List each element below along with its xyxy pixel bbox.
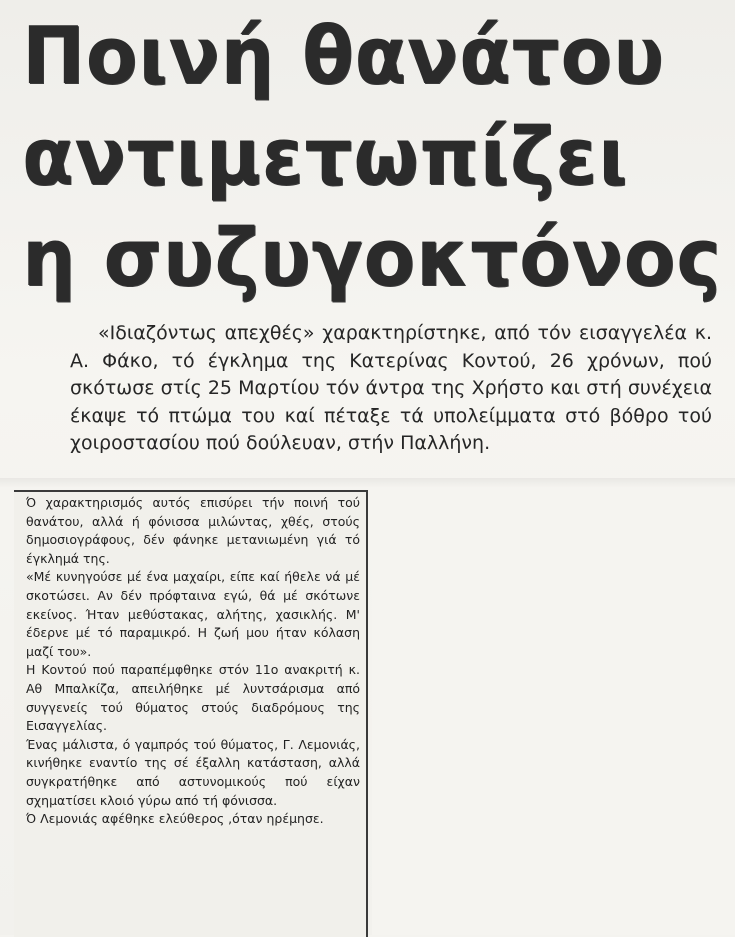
headline-line-2: αντιμετωπίζει xyxy=(22,111,629,203)
body-paragraph-3: Η Κοντού πού παραπέμφθηκε στόν 11ο ανακριτή κ. Αθ Μπαλκίζα, απειλήθηκε μέ λυντσάρισμα από συγγενείς τού θύματος στούς διαδρόμους της Εισαγγελίας. xyxy=(26,662,360,734)
blank-paper-area xyxy=(372,490,735,935)
headline-line-3: η συζυγοκτόνος xyxy=(22,212,722,304)
body-paragraph-1: Ό χαρακτηρισμός αυτός επισύρει τήν ποινή τού θανάτου, αλλά ή φόνισσα μιλώντας, χθές, στούς δημοσιογράφους, δέν φάνηκε μετανιωμένη γιά τό έγκλημά της. xyxy=(26,495,360,566)
body-paragraph-5: Ό Λεμονιάς αφέθηκε ελεύθερος ,όταν ηρέμησε. xyxy=(26,811,324,827)
lead-paragraph: «Ιδιαζόντως απεχθές» χαρακτηρίστηκε, από τόν εισαγγελέα κ. Α. Φάκο, τό έγκλημα της Κατερίνας Κοντού, 26 χρόνων, πού σκότωσε στίς 25 Μαρτίου τόν άντρα της Χρήστο και στή συνέχεια έκαψε τό πτώμα του καί πέταξε τά υπολείμματα στό βόθρο τού χοιροστασίου πού δούλευαν, στήν Παλλήνη. xyxy=(70,322,712,454)
paper-fold-shadow xyxy=(0,478,735,488)
body-paragraph-4: Ένας μάλιστα, ό γαμπρός τού θύματος, Γ. Λεμονιάς, κινήθηκε εναντίο της σέ έξαλλη κατάσταση, αλλά συγκρατήθηκε από αστυνομικούς πού είχαν σχηματίσει κλοιό γύρω από τή φόνισσα. xyxy=(26,736,360,808)
headline-line-1: Ποινή θανάτου xyxy=(22,10,665,102)
headline xyxy=(22,6,722,309)
body-paragraph-2: «Μέ κυνηγούσε μέ ένα μαχαίρι, είπε καί ήθελε νά μέ σκοτώσει. Αν δέν πρόφταινα εγώ, θά μέ σκότωνε εκείνος. Ήταν μεθύστακας, αλήτης, χασικλής. Μ' έδερνε μέ τό παραμικρό. Η ζωή μου ήταν κόλαση μαζί του». xyxy=(26,569,360,659)
article-body xyxy=(26,494,360,829)
